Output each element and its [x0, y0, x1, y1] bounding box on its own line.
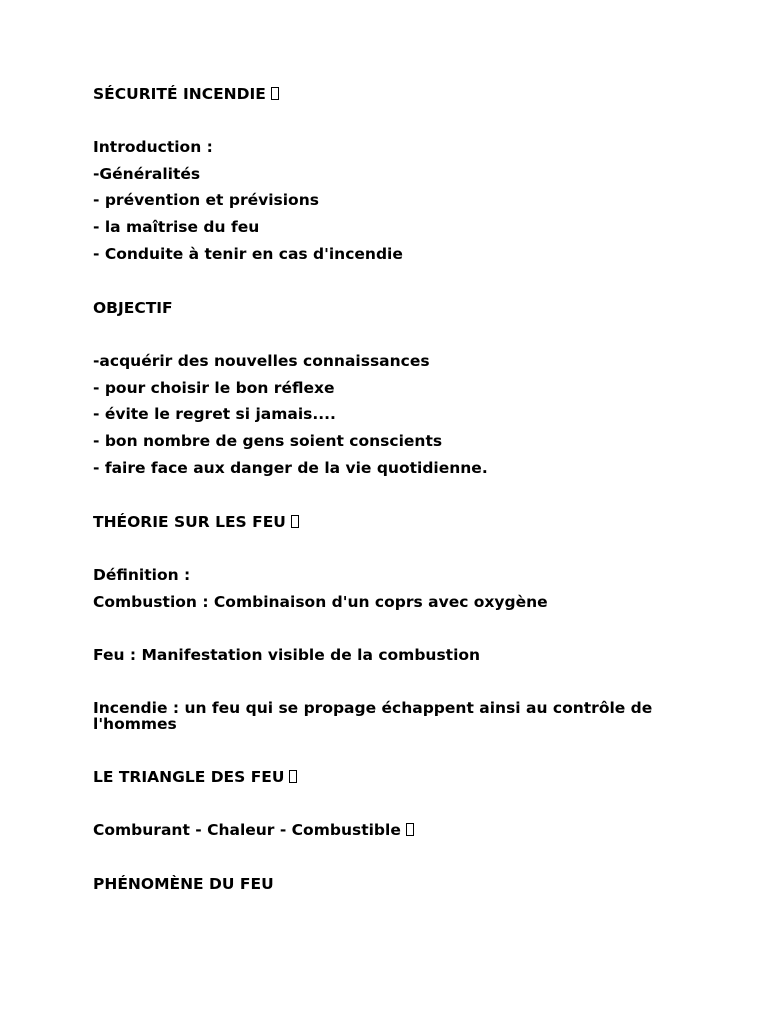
theorie-heading-line — [93, 514, 693, 530]
objectif-item-regret: - évite le regret si jamais.... — [93, 405, 336, 423]
combustion-definition: Combustion : Combinaison d'un coprs avec oxygène — [93, 593, 548, 611]
incendie-definition: Incendie : un feu qui se propage échappent ainsi au contrôle de l'hommes — [93, 699, 653, 733]
intro-item-conduite: - Conduite à tenir en cas d'incendie — [93, 245, 403, 263]
triangle-heading: LE TRIANGLE DES FEU — [93, 768, 285, 786]
triangle-elements: Comburant - Chaleur - Combustible — [93, 821, 401, 839]
intro-item-prevention: - prévention et prévisions — [93, 191, 319, 209]
feu-definition: Feu : Manifestation visible de la combustion — [93, 646, 481, 664]
document-title-line — [93, 86, 693, 102]
objectif-heading: OBJECTIF — [93, 299, 173, 317]
missing-glyph-icon — [406, 823, 414, 836]
objectif-item-reflexe: - pour choisir le bon réflexe — [93, 379, 335, 397]
definition-heading: Définition : — [93, 566, 191, 584]
intro-item-generalites: -Généralités — [93, 165, 201, 183]
objectif-item-connaissances: -acquérir des nouvelles connaissances — [93, 352, 430, 370]
phenomene-heading: PHÉNOMÈNE DU FEU — [93, 875, 274, 893]
document-title: SÉCURITÉ INCENDIE — [93, 85, 266, 103]
missing-glyph-icon — [271, 87, 279, 100]
objectif-item-conscients: - bon nombre de gens soient conscients — [93, 432, 443, 450]
theorie-heading: THÉORIE SUR LES FEU — [93, 513, 286, 531]
missing-glyph-icon — [289, 770, 297, 783]
triangle-elements-line — [93, 822, 693, 838]
objectif-item-danger: - faire face aux danger de la vie quotidienne. — [93, 459, 488, 477]
missing-glyph-icon — [291, 515, 299, 528]
intro-heading: Introduction : — [93, 138, 213, 156]
triangle-heading-line — [93, 769, 693, 785]
intro-item-maitrise: - la maîtrise du feu — [93, 218, 260, 236]
